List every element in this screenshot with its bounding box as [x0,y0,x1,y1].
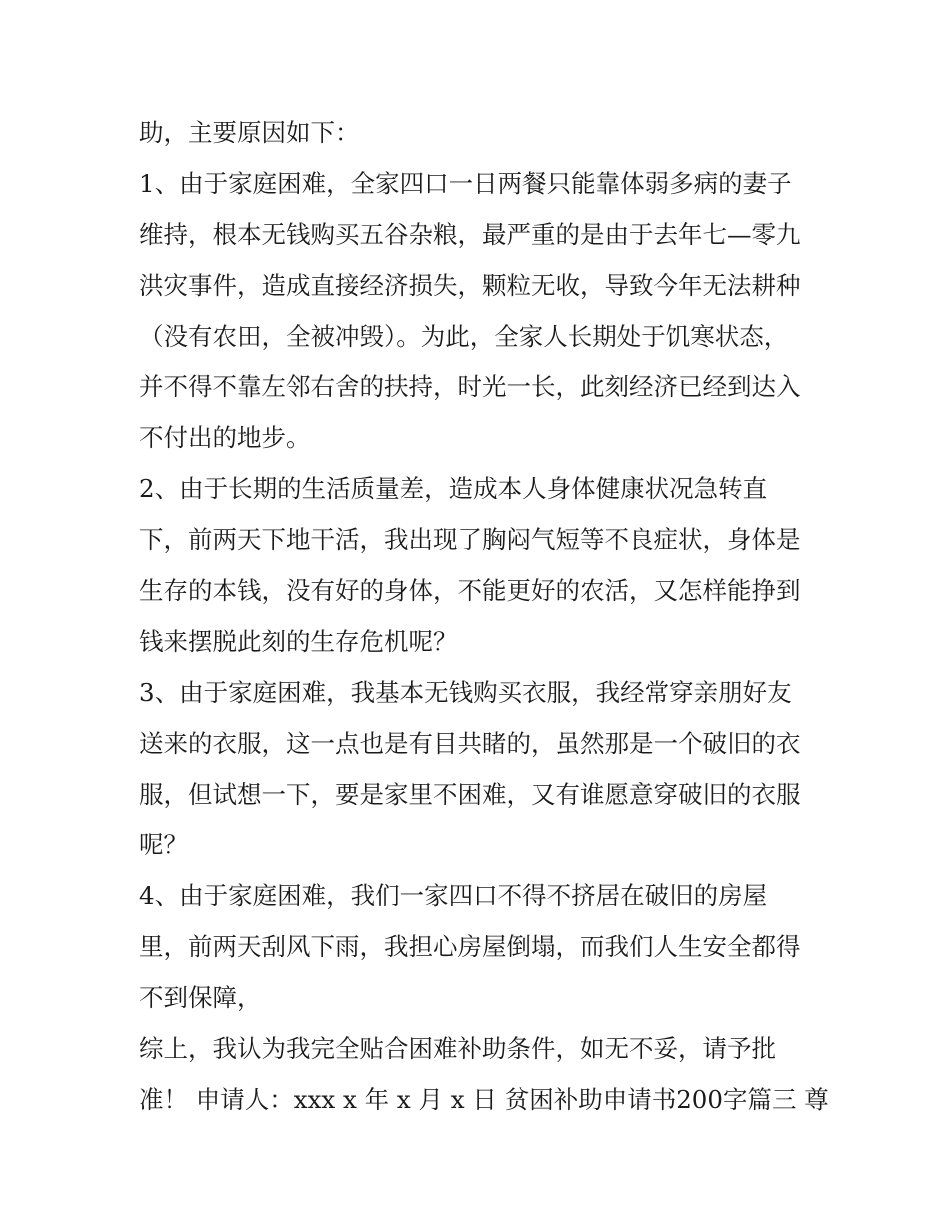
text-line: 准！ 申请人：xxx x 年 x 月 x 日 贫困补助申请书200字篇三 尊 [139,1084,829,1114]
text-line: 下，前两天下地干活，我出现了胸闷气短等不良症状，身体是 [139,525,801,555]
text-line: 呢？ [139,830,188,860]
text-line: 助，主要原因如下： [139,118,360,147]
text-line: 不付出的地步。 [139,423,311,453]
paragraph-reason-1 [139,159,819,464]
text-line: 并不得不靠左邻右舍的扶持，时光一长，此刻经济已经到达入 [139,372,801,402]
text-line: 4、由于家庭困难，我们一家四口不得不挤居在破旧的房屋 [139,881,768,911]
paragraph-reason-3 [139,668,819,872]
document-body [139,108,829,1126]
text-line: 1、由于家庭困难，全家四口一日两餐只能靠体弱多病的妻子 [139,168,792,198]
text-line: 服，但试想一下，要是家里不困难，又有谁愿意穿破旧的衣服 [139,779,801,809]
text-line: （没有农田，全被冲毁）。为此，全家人长期处于饥寒状态， [139,321,789,351]
paragraph-conclusion [139,1024,829,1126]
text-line: 送来的衣服，这一点也是有目共睹的，虽然那是一个破旧的衣 [139,728,801,758]
text-line: 钱来摆脱此刻的生存危机呢？ [139,626,458,656]
text-line: 生存的本钱，没有好的身体，不能更好的农活，又怎样能挣到 [139,576,801,606]
paragraph-reason-4 [139,871,819,1024]
text-line: 维持，根本无钱购买五谷杂粮，最严重的是由于去年七—零九 [139,219,801,249]
text-line: 不到保障， [139,983,262,1013]
text-line: 2、由于长期的生活质量差，造成本人身体健康状况急转直 [139,474,768,504]
text-line: 3、由于家庭困难，我基本无钱购买衣服，我经常穿亲朋好友 [139,677,792,707]
paragraph-intro [139,108,819,159]
text-line: 综上，我认为我完全贴合困难补助条件，如无不妥，请予批 [139,1034,776,1064]
text-line: 里，前两天刮风下雨，我担心房屋倒塌，而我们人生安全都得 [139,932,801,962]
text-line: 洪灾事件，造成直接经济损失，颗粒无收，导致今年无法耕种 [139,270,801,300]
paragraph-reason-2 [139,464,819,668]
